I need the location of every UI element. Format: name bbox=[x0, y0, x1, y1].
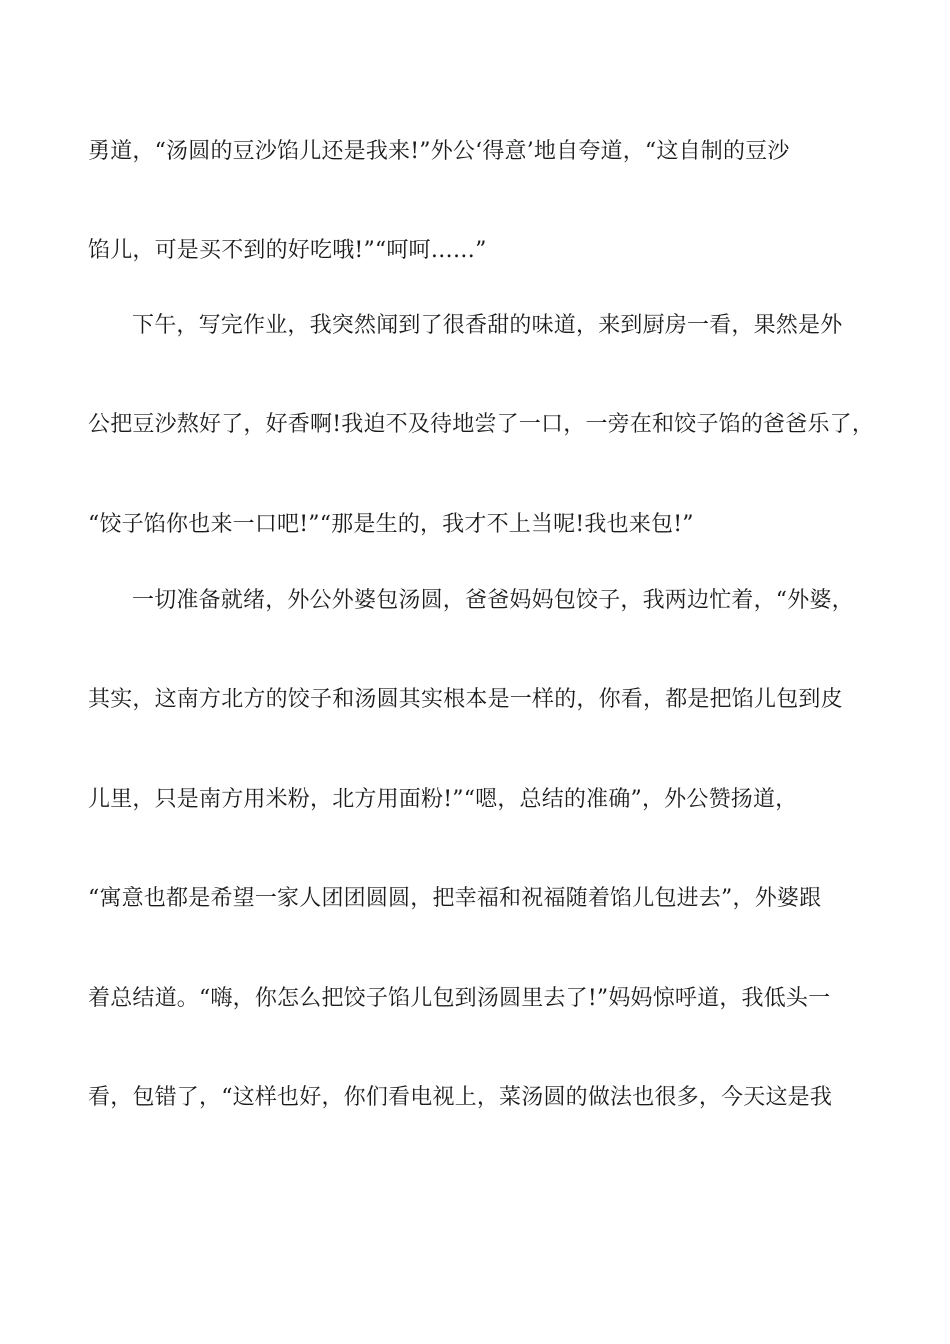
text-line: 其实，这南方北方的饺子和汤圆其实根本是一样的，你看，都是把馅儿包到皮 bbox=[88, 687, 843, 712]
text-line: 着总结道。“嗨，你怎么把饺子馅儿包到汤圆里去了!”妈妈惊呼道，我低头一 bbox=[88, 986, 831, 1011]
paragraph-start-line: 下午，写完作业，我突然闻到了很香甜的味道，来到厨房一看，果然是外 bbox=[132, 313, 843, 338]
text-line: 勇道，“汤圆的豆沙馅儿还是我来!”外公‘得意’地自夸道，“这自制的豆沙 bbox=[88, 139, 790, 164]
text-line: 儿里，只是南方用米粉，北方用面粉!”“嗯，总结的准确”，外公赞扬道， bbox=[88, 787, 798, 812]
text-line: 馅儿，可是买不到的好吃哦!”“呵呵……” bbox=[88, 238, 487, 263]
text-line: 公把豆沙熬好了，好香啊!我迫不及待地尝了一口，一旁在和饺子馅的爸爸乐了， bbox=[88, 412, 875, 437]
paragraph-start-line: 一切准备就绪，外公外婆包汤圆，爸爸妈妈包饺子，我两边忙着，“外婆， bbox=[132, 588, 854, 613]
text-line: 看，包错了，“这样也好，你们看电视上，菜汤圆的做法也很多，今天这是我 bbox=[88, 1085, 833, 1110]
text-line: “寓意也都是希望一家人团团圆圆，把幸福和祝福随着馅儿包进去”，外婆跟 bbox=[88, 886, 822, 911]
text-line: “饺子馅你也来一口吧!”“那是生的，我才不上当呢!我也来包!” bbox=[88, 512, 694, 537]
